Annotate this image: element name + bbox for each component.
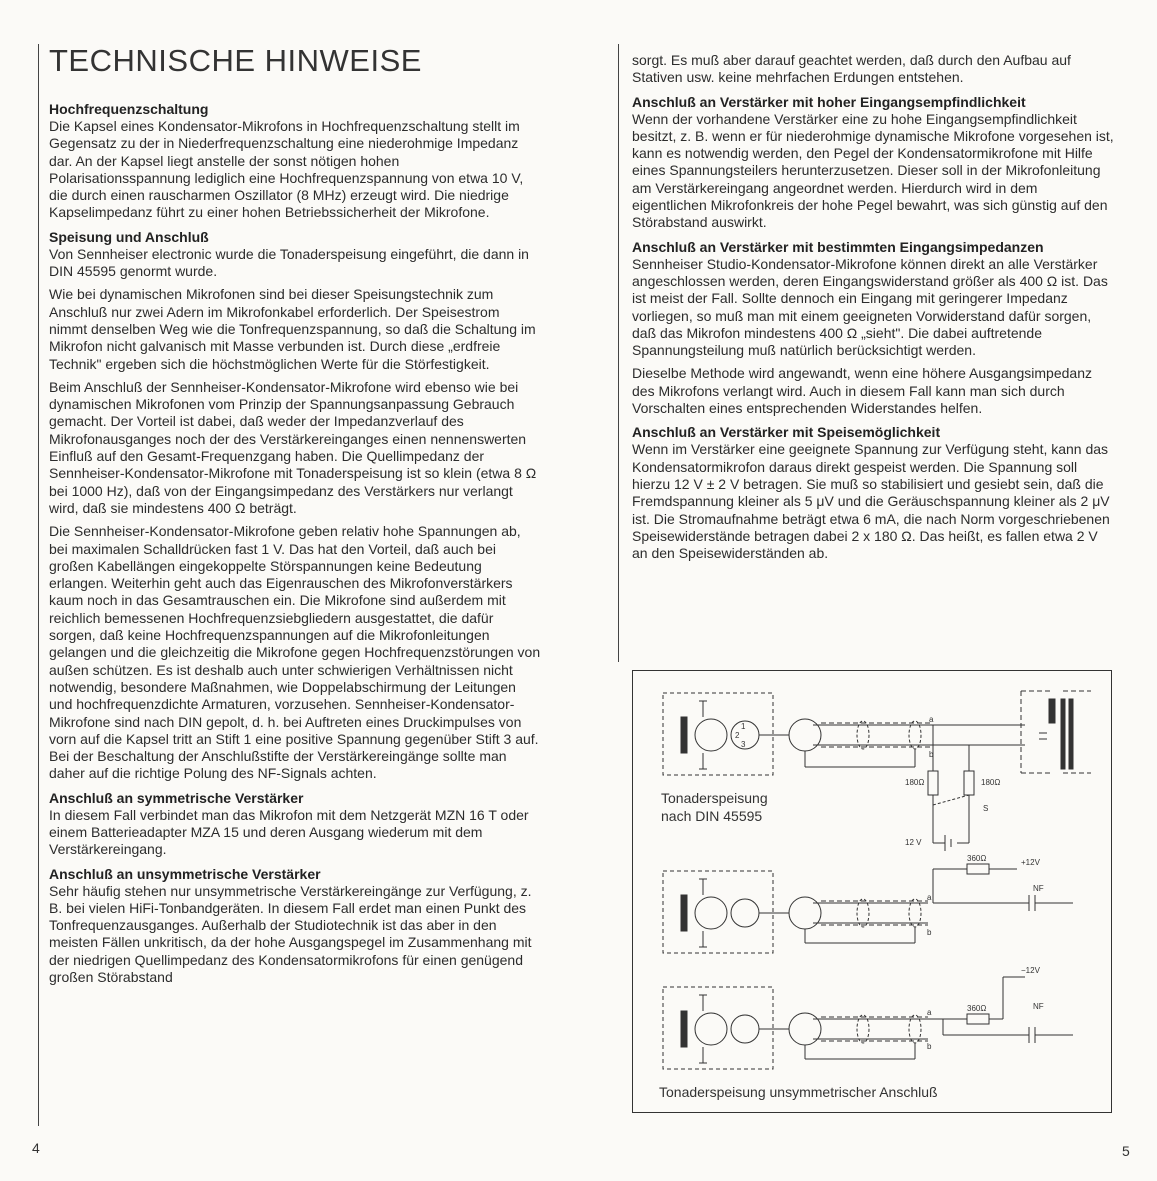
cable-connector-icon <box>789 897 821 929</box>
paragraph: Sehr häufig stehen nur unsymmetrische Verstärkereingänge zur Verfügung, z. B. bei vielen HiFi-Tonbandgeräten. In diesem Fall erdet man einen Punkt des Tonfrequenzausganges. Außerhalb der Studiotechnik ist das aber in den meisten Fällen unkritisch, da der hohe Ausgangspegel im Zusammenhang mit der niedrigen Quellimpedanz des Kondensatormikrofons für einen genügend großen Störabstand <box>49 882 532 986</box>
resistor-360-bottom <box>967 1014 989 1024</box>
capsule-circle <box>695 719 727 751</box>
paragraph: Die Sennheiser-Kondensator-Mikrofone geben relativ hohe Spannungen ab, bei maximalen Schalldrücken fast 1 V. Das hat den Vorteil, daß auch bei großen Kabellängen eingekoppelte Störspannungen keine Bedeutung erlangen. Weiterhin geht auch das Eigenrauschen des Mikrofonverstärkers kaum noch in das Gesamtrauschen ein. Die Mikrofone sind außerdem mit reichlich bemessenen Hochfrequenzsiebgliedern ausgestattet, die dafür sorgen, daß keine Hochfrequenzspannungen auf die Mikrofonleitungen gelangen und die gleichzeitig die Mikrofone gegen Hochfrequenzstörungen von außen schützen. Es ist deshalb auch unter schwierigen Verhältnissen nicht notwendig, besondere Maßnahmen, wie Doppelabschirmung der Leitungen und hochfrequenzdichte Armaturen, vorzusehen. Sennheiser-Kondensator-Mikrofone sind nach DIN gepolt, d. h. bei Auftreten eines Druckimpulses von vorn auf die Kapsel tritt an Stift 1 eine positive Spannung gegenüber Stift 3 auf. Bei der Beschaltung der Anschlußstifte der Verstärkereingänge sollte man daher auf die richtige Polung des NF-Signals achten. <box>49 523 541 782</box>
section-heading: Anschluß an Verstärker mit hoher Eingangsempfindlichkeit <box>632 93 1026 110</box>
paragraph: Wenn im Verstärker eine geeignete Spannung zur Verfügung steht, kann das Kondensatormikrofon daraus direkt gespeist werden. Die Spannung soll hierzu 12 V ± 2 V betragen. Sie muß so stabilisiert und gesiebt sein, daß die Fremdspannung kleiner als 5 μV und die Geräuschspannung kleiner als 2 μV ist. Die Stromaufnahme beträgt etwa 6 mA, die nach Norm vorgeschriebenen Speisewiderstände betragen dabei 2 x 180 Ω. Das heißt, es fallen etwa 2 V an den Speisewiderständen ab. <box>632 441 1110 562</box>
label-pin-2: 2 <box>735 731 740 740</box>
paragraph: Wie bei dynamischen Mikrofonen sind bei dieser Speisungstechnik zum Anschluß nur zwei Adern im Mikrofonkabel erforderlich. Der Speisestrom nimmt denselben Weg wie die Tonfrequenzspannung, so daß die Schaltung im Mikrofon nicht galvanisch mit Masse verbunden ist. Durch diese „erdfreie Technik" ergeben sich die höchstmöglichen Werte für die Störfestigkeit. <box>49 286 536 372</box>
section-heading: Anschluß an unsymmetrische Verstärker <box>49 865 321 882</box>
paragraph: Beim Anschluß der Sennheiser-Kondensator-Mikrofone wird ebenso wie bei dynamischen Mikrofonen vom Prinzip der Spannungsanpassung Gebrauch gemacht. Der Vorteil ist dabei, daß weder der Impedanzverlauf des Mikrofonausganges noch der des Verstärkereinganges einen nennenswerten Einfluß auf den Gesamt-Frequenzgang haben. Die Quellimpedanz der Sennheiser-Kondensator-Mikrofone mit Tonaderspeisung ist so klein (etwa 8 Ω bei 1000 Hz), daß von der Eingangsimpedanz des Verstärkers nur verlangt wird, daß sie mindestens 400 Ω beträgt. <box>49 378 537 516</box>
circuit-schematic <box>633 671 1111 1112</box>
cable-connector-icon <box>789 1013 821 1045</box>
paragraph: Die Kapsel eines Kondensator-Mikrofons in Hochfrequenzschaltung stellt im Gegensatz zu der in Niederfrequenzschaltung eine niederohmige Impedanz dar. An der Kapsel liegt anstelle der sonst nötigen hohen Polarisationsspannung lediglich eine Hochfrequenzspannung von etwa 10 V, die durch einen rauscharmen Oszillator (8 MHz) erzeugt wird. Die niedrige Kapselimpedanz führt zu einer hohen Betriebssicherheit der Mikrofone. <box>49 118 524 221</box>
label-pin-3: 3 <box>741 740 746 749</box>
label-plus12v: +12V <box>1021 858 1040 867</box>
paragraph: Sennheiser Studio-Kondensator-Mikrofone können direkt an alle Verstärker angeschlossen werden, deren Eingangswiderstand größer als 400 Ω ist. Das ist meist der Fall. Sollte dennoch ein Eingang mit geringerer Impedanz vorliegen, so muß man mit einem geeigneten Vorwiderstand dafür sorgen, daß das Mikrofon mindestens 400 Ω „sieht". Die dabei auftretende Spannungsteilung muß natürlich berücksichtigt werden. <box>632 255 1108 359</box>
transformer-core-icon <box>1049 699 1055 723</box>
section-heading: Anschluß an Verstärker mit Speisemöglichkeit <box>632 424 941 441</box>
page-title: TECHNISCHE HINWEISE <box>49 43 422 78</box>
diagram-caption-top-line2: nach DIN 45595 <box>661 808 763 824</box>
circuit-diagram <box>632 670 1112 1113</box>
connector-icon <box>731 899 759 927</box>
section-hochfrequenz <box>49 100 541 222</box>
left-page <box>0 0 578 1181</box>
circuit-1 <box>663 691 1091 851</box>
section-heading: Hochfrequenzschaltung <box>49 101 209 117</box>
label-minus12v: −12V <box>1021 966 1040 975</box>
label-180-right: 180Ω <box>981 778 1001 787</box>
label-360-top: 360Ω <box>967 854 987 863</box>
diagram-caption-bottom: Tonaderspeisung unsymmetrischer Anschluß <box>659 1084 938 1100</box>
cable-connector-icon <box>789 719 821 751</box>
label-12v: 12 V <box>905 838 922 847</box>
circuit-3 <box>663 977 1073 1069</box>
microphone-housing <box>663 693 773 775</box>
right-column <box>632 52 1114 568</box>
label-switch: S <box>983 804 989 813</box>
paragraph: Dieselbe Methode wird angewandt, wenn eine höhere Ausgangsimpedanz des Mikrofons verlangt wird. Auch in diesem Fall kann man sich durch Vorschalten eines entsprechenden Widerstandes helfen. <box>632 365 1092 417</box>
label-b-3: b <box>927 1042 932 1051</box>
section-unsymmetrisch <box>49 865 541 987</box>
circuit-2 <box>663 864 1073 953</box>
label-a: a <box>929 715 934 724</box>
left-column <box>49 44 541 992</box>
section-heading: Anschluß an symmetrische Verstärker <box>49 789 304 806</box>
lead-paragraph: sorgt. Es muß aber darauf geachtet werden, daß durch den Aufbau auf Stativen usw. keine mehrfachen Erdungen entstehen. <box>632 52 1071 86</box>
microphone-housing <box>663 987 773 1069</box>
section-speisung <box>49 228 541 783</box>
section-heading: Speisung und Anschluß <box>49 228 209 245</box>
resistor-180-right <box>964 771 974 795</box>
label-b-2: b <box>927 928 932 937</box>
resistor-180-left <box>928 771 938 795</box>
label-180-left: 180Ω <box>905 778 925 787</box>
paragraph: In diesem Fall verbindet man das Mikrofon mit dem Netzgerät MZN 16 T oder einem Batterieadapter MZA 15 und deren Ausgang wiederum mit dem Verstärkereingang. <box>49 806 529 858</box>
page-number-left: 4 <box>32 1140 40 1156</box>
section-hohe-empfindlichkeit <box>632 93 1114 232</box>
left-column-rule <box>38 44 39 1126</box>
section-symmetrisch <box>49 789 541 859</box>
page-number-right: 5 <box>1122 1143 1130 1159</box>
section-eingangsimpedanzen <box>632 238 1114 418</box>
right-column-rule <box>618 44 619 662</box>
capsule-icon <box>681 717 687 753</box>
section-heading: Anschluß an Verstärker mit bestimmten Eingangsimpedanzen <box>632 238 1044 255</box>
connector-icon <box>731 1015 759 1043</box>
paragraph: Wenn der vorhandene Verstärker eine zu hohe Eingangsempfindlichkeit besitzt, z. B. wenn er für niederohmige dynamische Mikrofone vorgesehen ist, kann es notwendig werden, den Pegel der Kondensatormikrofone mit Hilfe eines Spannungsteilers herunterzusetzen. Dieser soll in der Mikrofonleitung am Verstärkereingang angeordnet werden. Hierdurch wird in dem eigentlichen Mikrofonkreis der hohe Pegel bewahrt, was sich günstig auf den Störabstand auswirkt. <box>632 110 1114 231</box>
label-a-3: a <box>927 1008 932 1017</box>
label-a-2: a <box>927 893 932 902</box>
microphone-housing <box>663 871 773 953</box>
label-nf-bottom: NF <box>1033 1002 1044 1011</box>
resistor-360-top <box>967 864 989 874</box>
diagram-caption-top-line1: Tonaderspeisung <box>661 790 768 806</box>
paragraph: Von Sennheiser electronic wurde die Tonaderspeisung eingeführt, die dann in DIN 45595 genormt wurde. <box>49 245 529 280</box>
label-b: b <box>929 750 934 759</box>
label-nf-top: NF <box>1033 884 1044 893</box>
capsule-icon <box>681 895 687 931</box>
label-pin-1: 1 <box>741 722 746 731</box>
label-360-bottom: 360Ω <box>967 1004 987 1013</box>
section-speisemoeglichkeit <box>632 423 1114 562</box>
capsule-icon <box>681 1011 687 1047</box>
